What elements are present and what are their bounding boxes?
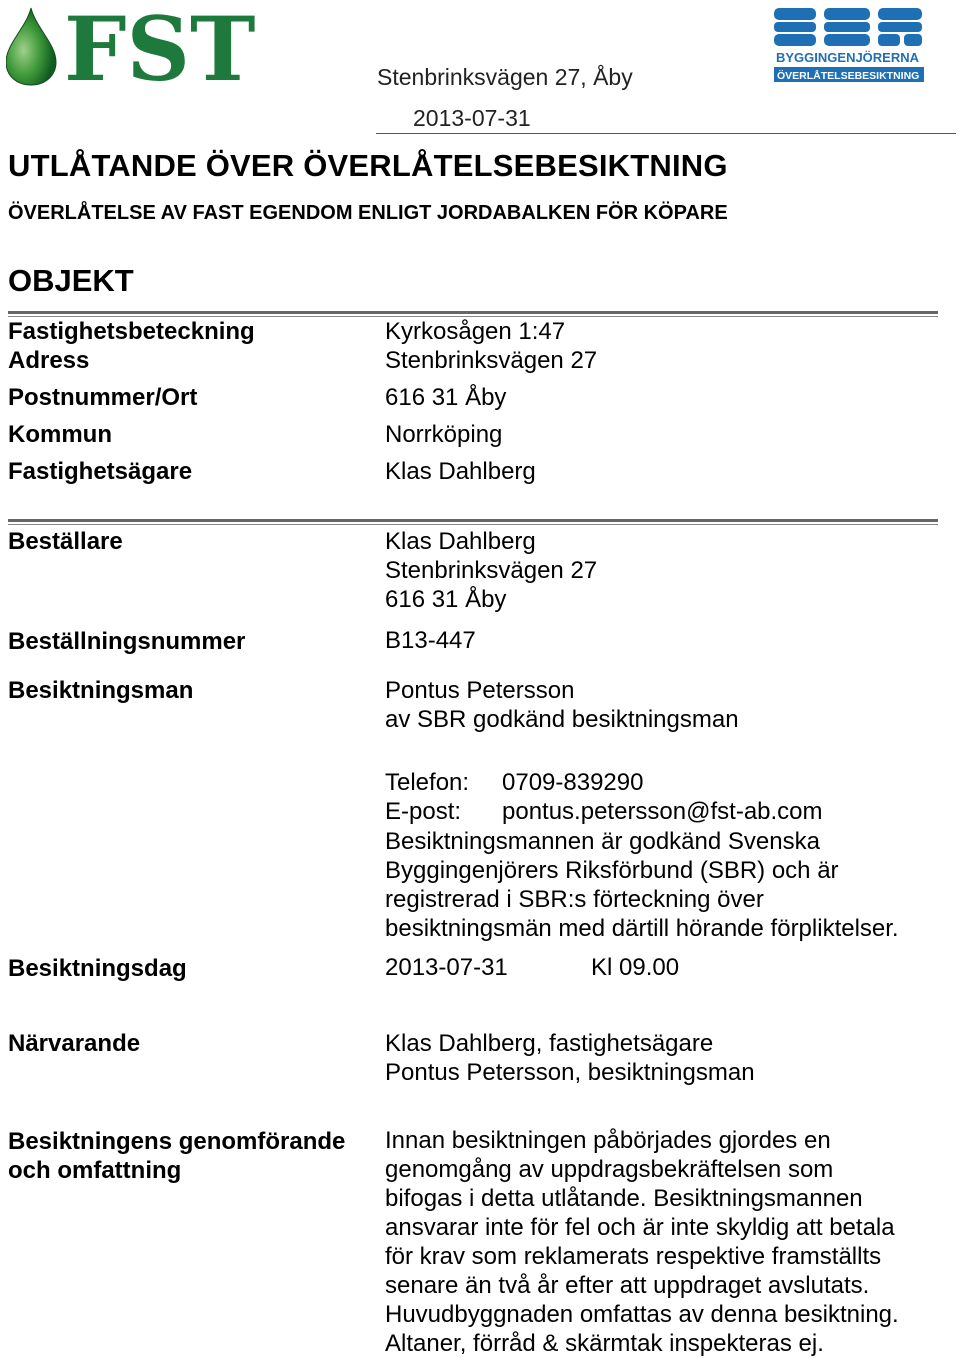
document-title: UTLÅTANDE ÖVER ÖVERLÅTELSEBESIKTNING <box>8 148 728 183</box>
sbr-logo <box>774 8 924 88</box>
header-divider <box>376 133 956 134</box>
besiktningsman-line: av SBR godkänd besiktningsman <box>385 706 739 733</box>
phone-value[interactable]: 0709-839290 <box>502 769 644 796</box>
label-fastighetsagare: Fastighetsägare <box>8 458 193 485</box>
header-address: Stenbrinksvägen 27, Åby <box>377 64 633 90</box>
value-besiktningsdag-time: Kl 09.00 <box>591 954 680 981</box>
besiktningsman-line: Pontus Petersson <box>385 677 575 704</box>
label-besiktningsman: Besiktningsman <box>8 677 194 704</box>
genomforande-line: Altaner, förråd & skärmtak inspekteras ej. <box>385 1330 824 1357</box>
value-narvarande <box>385 1029 755 1087</box>
section-divider-2 <box>8 519 938 525</box>
value-bestallningsnummer: B13-447 <box>385 627 476 654</box>
bestallare-line: Klas Dahlberg <box>385 528 536 555</box>
value-fastighetsagare: Klas Dahlberg <box>385 458 536 485</box>
value-adress: Stenbrinksvägen 27 <box>385 347 598 374</box>
label-fastighetsbeteckning: Fastighetsbeteckning <box>8 318 255 345</box>
value-genomforande <box>385 1126 899 1358</box>
statement-line: besiktningsmän med därtill hörande förpliktelser. <box>385 915 899 942</box>
label-kommun: Kommun <box>8 421 112 448</box>
besiktningsman-statement <box>385 827 899 943</box>
sbr-logo-line1: BYGGINGENJÖRERNA <box>776 50 920 65</box>
bestallare-line: 616 31 Åby <box>385 586 507 613</box>
email-link[interactable]: pontus.petersson@fst-ab.com <box>502 798 823 825</box>
narvarande-line: Klas Dahlberg, fastighetsägare <box>385 1030 714 1057</box>
header-date: 2013-07-31 <box>413 105 531 131</box>
genomforande-line: Innan besiktningen påbörjades gjordes en <box>385 1127 831 1154</box>
label-besiktningsdag: Besiktningsdag <box>8 955 187 982</box>
genomforande-line: för krav som reklamerats respektive framställts <box>385 1243 882 1270</box>
section-heading-objekt: OBJEKT <box>8 263 134 298</box>
label-narvarande: Närvarande <box>8 1030 141 1057</box>
value-kommun: Norrköping <box>385 421 503 448</box>
statement-line: registrerad i SBR:s förteckning över <box>385 886 764 913</box>
label-bestallningsnummer: Beställningsnummer <box>8 628 246 655</box>
value-postnummer: 616 31 Åby <box>385 384 507 411</box>
label-genomforande <box>8 1127 345 1185</box>
genomforande-label-line: och omfattning <box>8 1157 182 1184</box>
genomforande-line: Huvudbyggnaden omfattas av denna besiktning. <box>385 1301 899 1328</box>
value-fastighetsbeteckning: Kyrkosågen 1:47 <box>385 318 566 345</box>
fst-logo-text: FST <box>64 6 256 86</box>
fst-logo <box>6 6 272 86</box>
value-besiktningsdag-date: 2013-07-31 <box>385 954 508 981</box>
bestallare-line: Stenbrinksvägen 27 <box>385 557 598 584</box>
genomforande-line: genomgång av uppdragsbekräftelsen som <box>385 1156 834 1183</box>
phone-label: Telefon: <box>385 769 470 796</box>
narvarande-line: Pontus Petersson, besiktningsman <box>385 1059 755 1086</box>
genomforande-line: ansvarar inte för fel och är inte skyldig att betala <box>385 1214 895 1241</box>
statement-line: Besiktningsmannen är godkänd Svenska <box>385 828 820 855</box>
section-divider <box>8 311 938 317</box>
value-bestallare <box>385 527 597 614</box>
email-label: E-post: <box>385 798 462 825</box>
value-besiktningsman <box>385 676 739 734</box>
statement-line: Byggingenjörers Riksförbund (SBR) och är <box>385 857 839 884</box>
label-adress: Adress <box>8 347 90 374</box>
genomforande-label-line: Besiktningens genomförande <box>8 1128 346 1155</box>
document-subtitle: ÖVERLÅTELSE AV FAST EGENDOM ENLIGT JORDABALKEN FÖR KÖPARE <box>8 202 728 224</box>
label-bestallare: Beställare <box>8 528 123 555</box>
sbr-logo-line2: ÖVERLÅTELSEBESIKTNING <box>777 70 920 82</box>
label-postnummer: Postnummer/Ort <box>8 384 198 411</box>
genomforande-line: bifogas i detta utlåtande. Besiktningsmannen <box>385 1185 863 1212</box>
genomforande-line: senare än två år efter att uppdraget avslutats. <box>385 1272 870 1299</box>
